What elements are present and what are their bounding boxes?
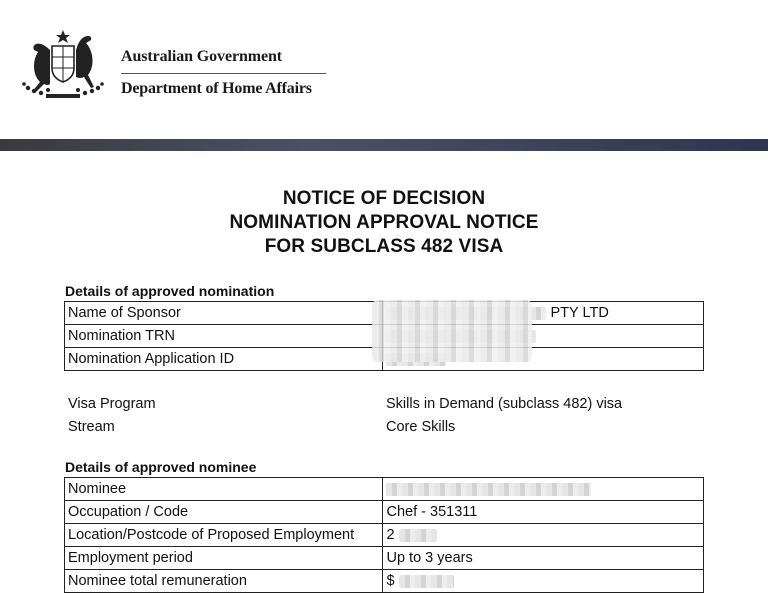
nominee-label: Nominee [65, 478, 383, 501]
stream-label: Stream [68, 419, 115, 435]
nominee-heading: Details of approved nominee [65, 459, 257, 475]
redacted-text [386, 483, 591, 496]
location-value-text: 2 [386, 527, 395, 543]
commonwealth-coat-of-arms-icon [16, 28, 110, 100]
redaction-blur [372, 300, 532, 362]
title-line-1: NOTICE OF DECISION [282, 188, 486, 209]
sponsor-label: Name of Sponsor [65, 302, 383, 325]
remuneration-value-text: $ [386, 573, 395, 589]
table-row [65, 547, 704, 570]
remuneration-label: Nominee total remuneration [65, 570, 383, 593]
agency-name-block [121, 47, 326, 99]
employment-period-value: Up to 3 years [383, 547, 704, 570]
document-title [0, 187, 768, 259]
remuneration-value [383, 570, 704, 593]
table-row [65, 478, 704, 501]
header-band [0, 139, 768, 151]
agency-government-label: Australian Government [121, 48, 283, 65]
agency-department-label: Department of Home Affairs [121, 80, 312, 97]
occupation-value: Chef - 351311 [383, 501, 704, 524]
location-label: Location/Postcode of Proposed Employment [65, 524, 383, 547]
nomination-heading: Details of approved nomination [65, 283, 275, 299]
agency-divider [121, 73, 326, 74]
visa-program-label: Visa Program [68, 396, 156, 412]
title-line-2: NOMINATION APPROVAL NOTICE [229, 212, 539, 233]
stream-value: Core Skills [386, 419, 456, 435]
title-line-3: FOR SUBCLASS 482 VISA [264, 236, 504, 257]
sponsor-value-text: PTY LTD [550, 305, 609, 321]
employment-period-label: Employment period [65, 547, 383, 570]
application-id-label: Nomination Application ID [65, 348, 383, 371]
trn-label: Nomination TRN [65, 325, 383, 348]
visa-program-value: Skills in Demand (subclass 482) visa [386, 396, 623, 412]
table-row [65, 501, 704, 524]
nominee-table [64, 477, 704, 593]
page-header [0, 0, 768, 140]
redacted-text [399, 575, 454, 588]
table-row [65, 524, 704, 547]
occupation-label: Occupation / Code [65, 501, 383, 524]
location-value [383, 524, 704, 547]
redacted-text [399, 529, 437, 542]
nominee-value [383, 478, 704, 501]
table-row [65, 570, 704, 593]
